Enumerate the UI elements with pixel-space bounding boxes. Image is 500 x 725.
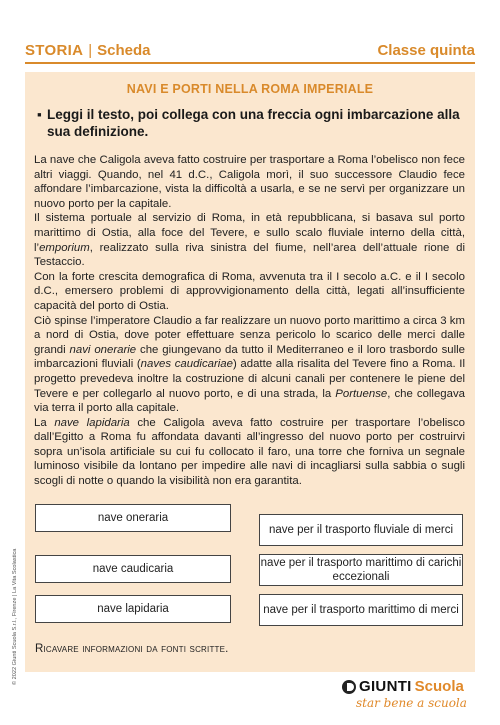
logo-brand-suffix: Scuola	[414, 678, 464, 695]
match-definition-label: nave per il trasporto marittimo di carichi eccezionali	[260, 557, 462, 583]
match-definition-exceptional-cargo[interactable]	[259, 554, 463, 586]
text-run: Il sistema portuale al servizio di Roma, in età repubblicana, si basava sul porto marittimo di Ostia, alla foce del Tevere, e sullo scalo fluviale interno della città, l’	[34, 212, 465, 254]
match-definition-label: nave per il trasporto fluviale di merci	[268, 524, 454, 536]
text-run: La	[34, 416, 55, 429]
skill-note	[35, 643, 229, 655]
text-paragraph	[34, 314, 465, 416]
page-header	[25, 36, 475, 64]
text-paragraph	[34, 211, 465, 269]
match-item-nave-oneraria[interactable]	[35, 504, 231, 532]
match-item-label: nave caudicaria	[92, 563, 174, 575]
text-run: Con la forte crescita demografica di Roma, avvenuta tra il I secolo a.C. e il I secolo d.C., emersero problemi di approvvigionamento della città, legati all’insufficiente capacità del porto di Ostia.	[34, 270, 465, 312]
italic-term: naves caudicariae	[140, 358, 233, 371]
italic-term: navi onerarie	[69, 343, 137, 356]
match-definition-maritime-goods[interactable]	[259, 594, 463, 626]
header-divider	[25, 62, 475, 64]
logo-wordmark	[342, 678, 487, 695]
match-item-nave-lapidaria[interactable]	[35, 595, 231, 623]
exercise-title: NAVI E PORTI NELLA ROMA IMPERIALE	[126, 82, 374, 96]
italic-term: emporium	[39, 241, 90, 254]
class-label: Classe quinta	[377, 41, 475, 59]
copyright-notice: © 2022 Giunti Scuola S.r.l., Firenze | La Vita Scolastica	[12, 548, 18, 685]
text-run: , realizzato sulla riva sinistra del fiume, nell’area dell’attuale rione di Testaccio.	[34, 241, 465, 269]
header-left	[25, 42, 150, 59]
bullet-icon: ▪	[37, 107, 42, 122]
text-paragraph	[34, 153, 465, 211]
italic-term: nave lapidaria	[54, 416, 130, 429]
text-run: che Caligola aveva fatto costruire per trasportare l’obelisco dall’Egitto a Roma fu affondata davanti all’ingresso del nuovo porto per costruirvi sopra un’isola artificiale su cui fu collocato il faro, una torre che forniva un segnale luminoso visibile da lontano per impedire alle navi di incagliarsi sulla sabbia o sugli scogli di notte o quando la visibilità non era garantita.	[34, 416, 465, 488]
logo-tagline: star bene a scuola	[356, 696, 467, 710]
subject-label: STORIA	[25, 41, 84, 59]
giunti-g-icon	[342, 680, 356, 694]
text-run: , che collegava via terra il porto alla capitale.	[34, 387, 465, 415]
instruction-text: Leggi il testo, poi collega con una freccia ogni imbarcazione alla sua definizione.	[47, 107, 460, 139]
publisher-logo	[342, 678, 487, 718]
match-definition-fluvial[interactable]	[259, 514, 463, 546]
match-item-nave-caudicaria[interactable]	[35, 555, 231, 583]
exercise-panel	[25, 72, 475, 672]
match-item-label: nave lapidaria	[97, 603, 169, 615]
text-run: La nave che Caligola aveva fatto costruire per trasportare a Roma l’obelisco non fece altri viaggi. Quando, nel 41 d.C., Caligola morì, il suo successore Claudio fece affondare l’imbarcazione, vista la difficoltà a usarla, e se ne servì per organizzare un nuovo porto per la capitale.	[34, 154, 465, 210]
match-definition-label: nave per il trasporto marittimo di merci	[263, 604, 459, 616]
text-run: che giungevano da tutto il Mediterraneo e il loro trasbordo sulle imbarcazioni fluviali (	[34, 343, 465, 371]
text-run: Ciò spinse l’imperatore Claudio a far realizzare un nuovo porto marittimo a circa 3 km a nord di Ostia, dove poter effettuare senza pericolo lo scarico delle merci dalle grandi	[34, 314, 465, 356]
sheet-label: Scheda	[97, 41, 151, 59]
match-item-label: nave oneraria	[97, 512, 169, 524]
exercise-instruction	[37, 106, 461, 140]
header-separator: |	[88, 41, 93, 59]
text-paragraph	[34, 416, 465, 489]
italic-term: Portuense	[335, 387, 388, 400]
text-run: ) adatte alla risalita del Tevere fino a Roma. Il progetto prevedeva inoltre la costruzione di alcuni canali per contenere le piene del Tevere e per collegarlo al nuovo porto, e di una strada, la	[34, 358, 465, 400]
logo-brand: GIUNTI	[359, 678, 412, 695]
reading-text	[34, 153, 465, 489]
text-paragraph	[34, 270, 465, 314]
skill-note-text: Ricavare informazioni da fonti scritte.	[35, 643, 229, 655]
